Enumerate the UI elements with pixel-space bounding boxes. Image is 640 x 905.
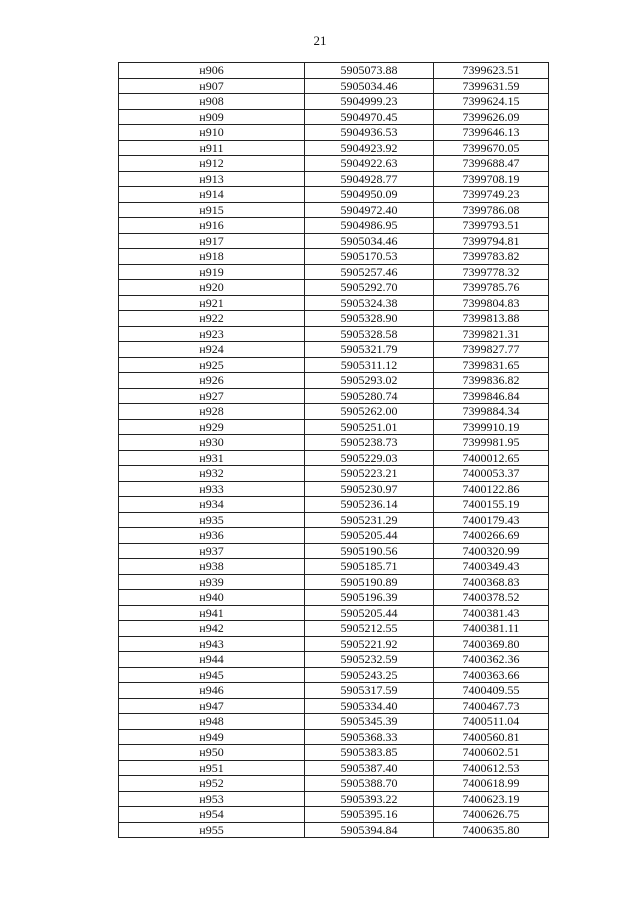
table-row [119,125,549,141]
point-id-cell: н943 [119,636,305,652]
y-coordinate-cell: 7399785.76 [434,280,549,296]
point-id-cell: н912 [119,156,305,172]
y-coordinate-cell: 7400467.73 [434,698,549,714]
x-coordinate-cell: 5905317.59 [305,683,434,699]
point-id-cell: н918 [119,249,305,265]
y-coordinate-cell: 7400560.81 [434,729,549,745]
y-coordinate-cell: 7399670.05 [434,140,549,156]
y-coordinate-cell: 7399688.47 [434,156,549,172]
table-row [119,202,549,218]
y-coordinate-cell: 7399623.51 [434,63,549,79]
point-id-cell: н937 [119,543,305,559]
table-row [119,109,549,125]
point-id-cell: н925 [119,357,305,373]
point-id-cell: н941 [119,605,305,621]
y-coordinate-cell: 7399646.13 [434,125,549,141]
y-coordinate-cell: 7399631.59 [434,78,549,94]
y-coordinate-cell: 7400623.19 [434,791,549,807]
table-row [119,404,549,420]
table-row [119,357,549,373]
y-coordinate-cell: 7399910.19 [434,419,549,435]
point-id-cell: н932 [119,466,305,482]
point-id-cell: н945 [119,667,305,683]
table-row [119,512,549,528]
y-coordinate-cell: 7399813.88 [434,311,549,327]
x-coordinate-cell: 5905243.25 [305,667,434,683]
point-id-cell: н938 [119,559,305,575]
y-coordinate-cell: 7400602.51 [434,745,549,761]
y-coordinate-cell: 7400635.80 [434,822,549,838]
x-coordinate-cell: 5905257.46 [305,264,434,280]
x-coordinate-cell: 5904922.63 [305,156,434,172]
y-coordinate-cell: 7399749.23 [434,187,549,203]
y-coordinate-cell: 7399827.77 [434,342,549,358]
table-row [119,590,549,606]
x-coordinate-cell: 5905212.55 [305,621,434,637]
y-coordinate-cell: 7400511.04 [434,714,549,730]
point-id-cell: н926 [119,373,305,389]
point-id-cell: н923 [119,326,305,342]
x-coordinate-cell: 5905395.16 [305,807,434,823]
table-row [119,621,549,637]
table-row [119,249,549,265]
table-row [119,636,549,652]
point-id-cell: н911 [119,140,305,156]
table-row [119,466,549,482]
x-coordinate-cell: 5904928.77 [305,171,434,187]
table-row [119,497,549,513]
table-row [119,450,549,466]
y-coordinate-cell: 7400381.11 [434,621,549,637]
y-coordinate-cell: 7400363.66 [434,667,549,683]
table-row [119,760,549,776]
point-id-cell: н921 [119,295,305,311]
table-row [119,543,549,559]
y-coordinate-cell: 7400266.69 [434,528,549,544]
y-coordinate-cell: 7399786.08 [434,202,549,218]
table-row [119,822,549,838]
x-coordinate-cell: 5905394.84 [305,822,434,838]
table-row [119,264,549,280]
point-id-cell: н948 [119,714,305,730]
point-id-cell: н954 [119,807,305,823]
page-number: 21 [313,33,327,48]
y-coordinate-cell: 7399884.34 [434,404,549,420]
table-row [119,729,549,745]
point-id-cell: н939 [119,574,305,590]
y-coordinate-cell: 7400618.99 [434,776,549,792]
x-coordinate-cell: 5905231.29 [305,512,434,528]
x-coordinate-cell: 5905383.85 [305,745,434,761]
x-coordinate-cell: 5904936.53 [305,125,434,141]
table-row [119,605,549,621]
point-id-cell: н933 [119,481,305,497]
x-coordinate-cell: 5905328.90 [305,311,434,327]
point-id-cell: н907 [119,78,305,94]
y-coordinate-cell: 7399793.51 [434,218,549,234]
y-coordinate-cell: 7399626.09 [434,109,549,125]
point-id-cell: н910 [119,125,305,141]
x-coordinate-cell: 5905293.02 [305,373,434,389]
point-id-cell: н946 [119,683,305,699]
point-id-cell: н906 [119,63,305,79]
table-row [119,745,549,761]
x-coordinate-cell: 5905387.40 [305,760,434,776]
y-coordinate-cell: 7400368.83 [434,574,549,590]
x-coordinate-cell: 5905223.21 [305,466,434,482]
table-row [119,78,549,94]
y-coordinate-cell: 7400320.99 [434,543,549,559]
y-coordinate-cell: 7399804.83 [434,295,549,311]
x-coordinate-cell: 5905034.46 [305,78,434,94]
x-coordinate-cell: 5905196.39 [305,590,434,606]
y-coordinate-cell: 7400626.75 [434,807,549,823]
point-id-cell: н915 [119,202,305,218]
table-row [119,574,549,590]
y-coordinate-cell: 7399846.84 [434,388,549,404]
table-row [119,233,549,249]
point-id-cell: н913 [119,171,305,187]
x-coordinate-cell: 5905393.22 [305,791,434,807]
table-row [119,698,549,714]
x-coordinate-cell: 5905205.44 [305,528,434,544]
point-id-cell: н935 [119,512,305,528]
point-id-cell: н934 [119,497,305,513]
y-coordinate-cell: 7400349.43 [434,559,549,575]
point-id-cell: н916 [119,218,305,234]
point-id-cell: н953 [119,791,305,807]
y-coordinate-cell: 7399836.82 [434,373,549,389]
x-coordinate-cell: 5905388.70 [305,776,434,792]
x-coordinate-cell: 5905324.38 [305,295,434,311]
x-coordinate-cell: 5905185.71 [305,559,434,575]
y-coordinate-cell: 7400378.52 [434,590,549,606]
table-row [119,481,549,497]
table-row [119,280,549,296]
x-coordinate-cell: 5905170.53 [305,249,434,265]
x-coordinate-cell: 5905205.44 [305,605,434,621]
x-coordinate-cell: 5905190.89 [305,574,434,590]
x-coordinate-cell: 5905311.12 [305,357,434,373]
table-row [119,311,549,327]
point-id-cell: н922 [119,311,305,327]
x-coordinate-cell: 5905232.59 [305,652,434,668]
y-coordinate-cell: 7399708.19 [434,171,549,187]
point-id-cell: н909 [119,109,305,125]
table-row [119,140,549,156]
x-coordinate-cell: 5904923.92 [305,140,434,156]
x-coordinate-cell: 5905236.14 [305,497,434,513]
table-row [119,714,549,730]
table-row [119,63,549,79]
y-coordinate-cell: 7399778.32 [434,264,549,280]
x-coordinate-cell: 5905334.40 [305,698,434,714]
table-row [119,419,549,435]
table-row [119,388,549,404]
point-id-cell: н914 [119,187,305,203]
table-row [119,652,549,668]
y-coordinate-cell: 7399981.95 [434,435,549,451]
y-coordinate-cell: 7399624.15 [434,94,549,110]
x-coordinate-cell: 5905280.74 [305,388,434,404]
x-coordinate-cell: 5905229.03 [305,450,434,466]
point-id-cell: н940 [119,590,305,606]
x-coordinate-cell: 5905368.33 [305,729,434,745]
point-id-cell: н917 [119,233,305,249]
point-id-cell: н950 [119,745,305,761]
x-coordinate-cell: 5904950.09 [305,187,434,203]
x-coordinate-cell: 5905345.39 [305,714,434,730]
table-row [119,187,549,203]
x-coordinate-cell: 5905251.01 [305,419,434,435]
point-id-cell: н919 [119,264,305,280]
x-coordinate-cell: 5904970.45 [305,109,434,125]
y-coordinate-cell: 7400012.65 [434,450,549,466]
x-coordinate-cell: 5905262.00 [305,404,434,420]
x-coordinate-cell: 5905230.97 [305,481,434,497]
point-id-cell: н908 [119,94,305,110]
table-row [119,373,549,389]
table-row [119,807,549,823]
point-id-cell: н930 [119,435,305,451]
point-id-cell: н929 [119,419,305,435]
y-coordinate-cell: 7400409.55 [434,683,549,699]
x-coordinate-cell: 5905321.79 [305,342,434,358]
table-row [119,156,549,172]
y-coordinate-cell: 7399794.81 [434,233,549,249]
y-coordinate-cell: 7400381.43 [434,605,549,621]
y-coordinate-cell: 7400155.19 [434,497,549,513]
table-row [119,218,549,234]
x-coordinate-cell: 5904986.95 [305,218,434,234]
x-coordinate-cell: 5904972.40 [305,202,434,218]
table-row [119,559,549,575]
x-coordinate-cell: 5905328.58 [305,326,434,342]
point-id-cell: н927 [119,388,305,404]
x-coordinate-cell: 5904999.23 [305,94,434,110]
x-coordinate-cell: 5905073.88 [305,63,434,79]
y-coordinate-cell: 7399821.31 [434,326,549,342]
point-id-cell: н955 [119,822,305,838]
x-coordinate-cell: 5905221.92 [305,636,434,652]
x-coordinate-cell: 5905034.46 [305,233,434,249]
table-row [119,667,549,683]
point-id-cell: н920 [119,280,305,296]
table-row [119,171,549,187]
coordinates-table [118,62,549,838]
table-row [119,528,549,544]
y-coordinate-cell: 7400053.37 [434,466,549,482]
y-coordinate-cell: 7400369.80 [434,636,549,652]
table-row [119,791,549,807]
table-row [119,94,549,110]
y-coordinate-cell: 7400362.36 [434,652,549,668]
coordinates-table-body [119,63,549,838]
point-id-cell: н952 [119,776,305,792]
point-id-cell: н949 [119,729,305,745]
table-row [119,776,549,792]
point-id-cell: н944 [119,652,305,668]
y-coordinate-cell: 7400179.43 [434,512,549,528]
table-row [119,683,549,699]
x-coordinate-cell: 5905292.70 [305,280,434,296]
point-id-cell: н947 [119,698,305,714]
table-row [119,435,549,451]
y-coordinate-cell: 7400612.53 [434,760,549,776]
y-coordinate-cell: 7399783.82 [434,249,549,265]
y-coordinate-cell: 7399831.65 [434,357,549,373]
table-row [119,295,549,311]
point-id-cell: н951 [119,760,305,776]
x-coordinate-cell: 5905238.73 [305,435,434,451]
y-coordinate-cell: 7400122.86 [434,481,549,497]
point-id-cell: н936 [119,528,305,544]
table-row [119,326,549,342]
table-row [119,342,549,358]
point-id-cell: н928 [119,404,305,420]
x-coordinate-cell: 5905190.56 [305,543,434,559]
point-id-cell: н931 [119,450,305,466]
point-id-cell: н924 [119,342,305,358]
point-id-cell: н942 [119,621,305,637]
